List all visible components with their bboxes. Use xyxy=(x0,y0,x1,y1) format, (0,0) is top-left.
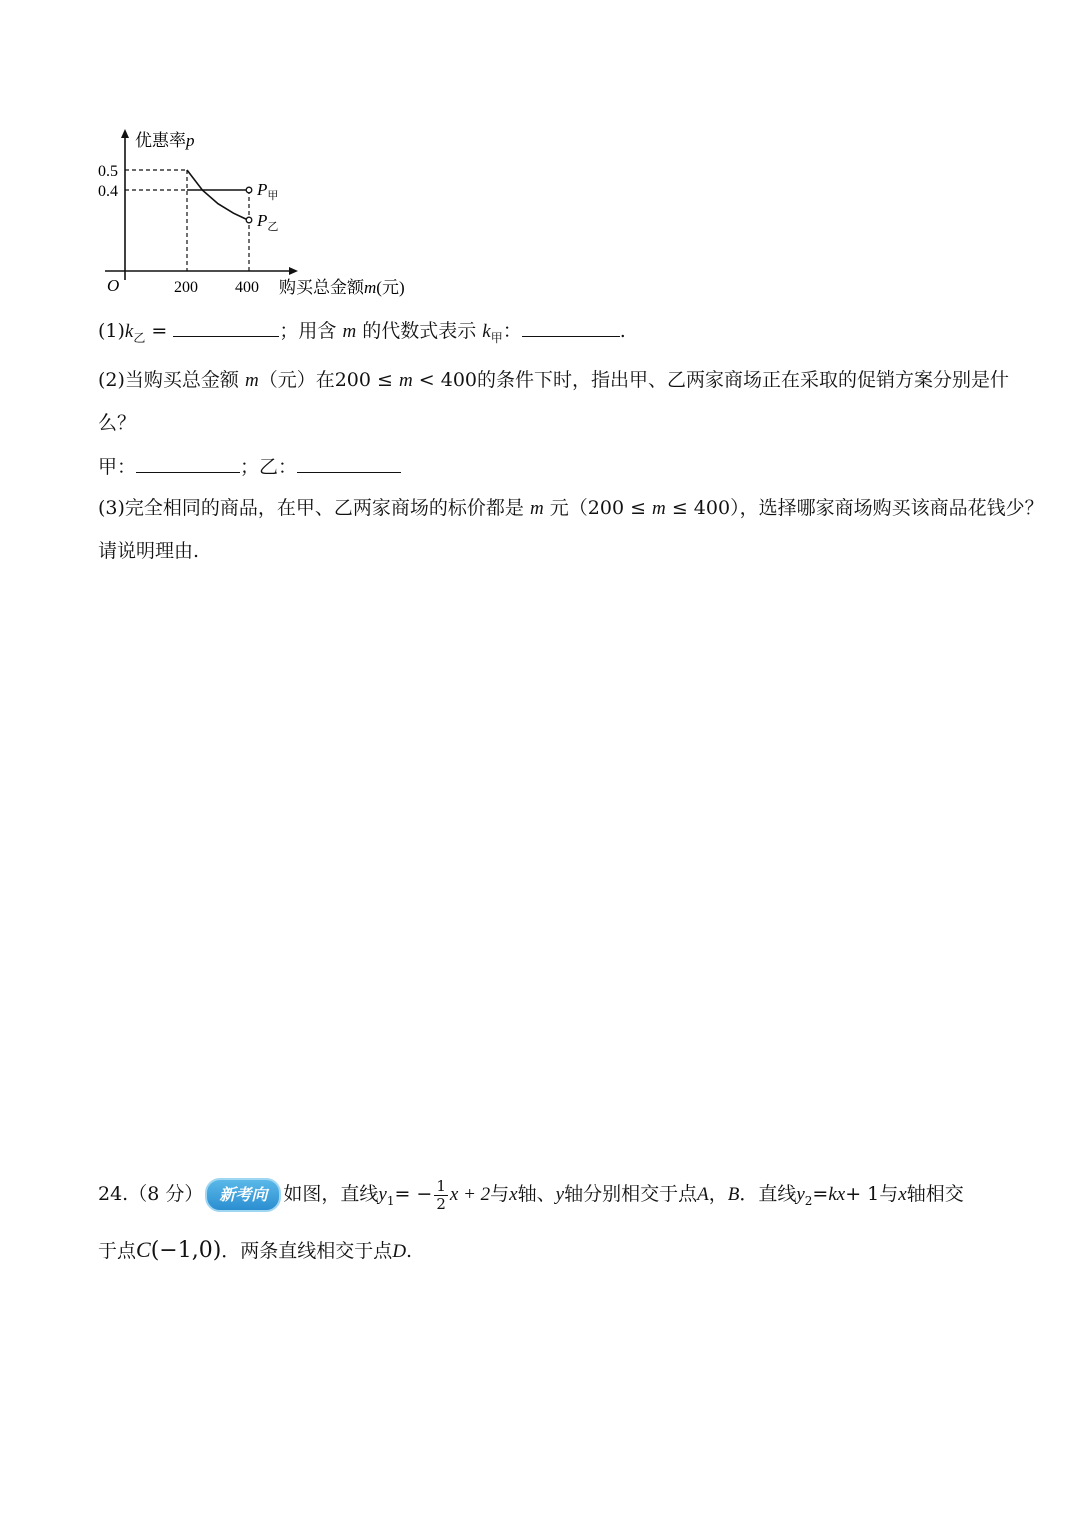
answer-blank-k-jia[interactable] xyxy=(522,318,620,337)
fraction-one-half: $\frac{1}{2}$ xyxy=(436,1176,446,1213)
question-1: $(1)k_乙$ = ；用含 m 的代数式表示 $k_甲$： . xyxy=(98,320,626,345)
series-jia-open-point xyxy=(246,187,252,193)
new-direction-badge: 新考向 xyxy=(205,1178,281,1212)
x-axis-arrow xyxy=(289,267,298,275)
answer-blank-jia[interactable] xyxy=(136,454,240,473)
origin-label: O xyxy=(107,276,120,295)
question-24-line-1: 24.（8 分） 新考向 如图，直线$y_1=$ − $\frac{1}{2}$ x + 2与x轴、y轴分别相交于点A，B．直线$y_2=kx+ 1$与x轴相交 xyxy=(98,1176,964,1213)
y-axis-label: 优惠率p xyxy=(135,131,195,150)
question-3-line-2: 请说明理由. xyxy=(98,540,200,562)
question-2-line-1: (2)当购买总金额 m（元）在200 ≤ m < 400的条件下时，指出甲、乙两家商场正在采取的促销方案分别是什 xyxy=(98,369,1010,391)
question-24-line-2: 于点C(−1,0)．两条直线相交于点D. xyxy=(98,1237,413,1263)
question-2-answers: 甲： ；乙： xyxy=(98,454,401,479)
series-yi-open-point xyxy=(246,217,252,223)
question-2-line-2: 么？ xyxy=(98,412,137,434)
x-axis-label: 购买总金额m(元) xyxy=(279,278,405,297)
series-yi-label: $P_乙$ xyxy=(257,211,279,233)
answer-blank-yi[interactable] xyxy=(297,454,401,473)
y-axis-arrow xyxy=(121,129,129,138)
x-tick-200: 200 xyxy=(174,279,198,296)
series-yi-curve xyxy=(187,170,249,221)
y-tick-0.4: 0.4 xyxy=(98,183,118,200)
x-tick-400: 400 xyxy=(235,279,259,296)
series-jia-label: $P_甲$ xyxy=(257,180,279,202)
discount-rate-graph xyxy=(95,120,435,305)
question-3-line-1: (3)完全相同的商品，在甲、乙两家商场的标价都是 m 元（200 ≤ m ≤ 400），选择哪家商场购买该商品花钱少？ xyxy=(98,497,1044,519)
y-tick-0.5: 0.5 xyxy=(98,163,118,180)
answer-blank-k-yi[interactable] xyxy=(173,318,279,337)
